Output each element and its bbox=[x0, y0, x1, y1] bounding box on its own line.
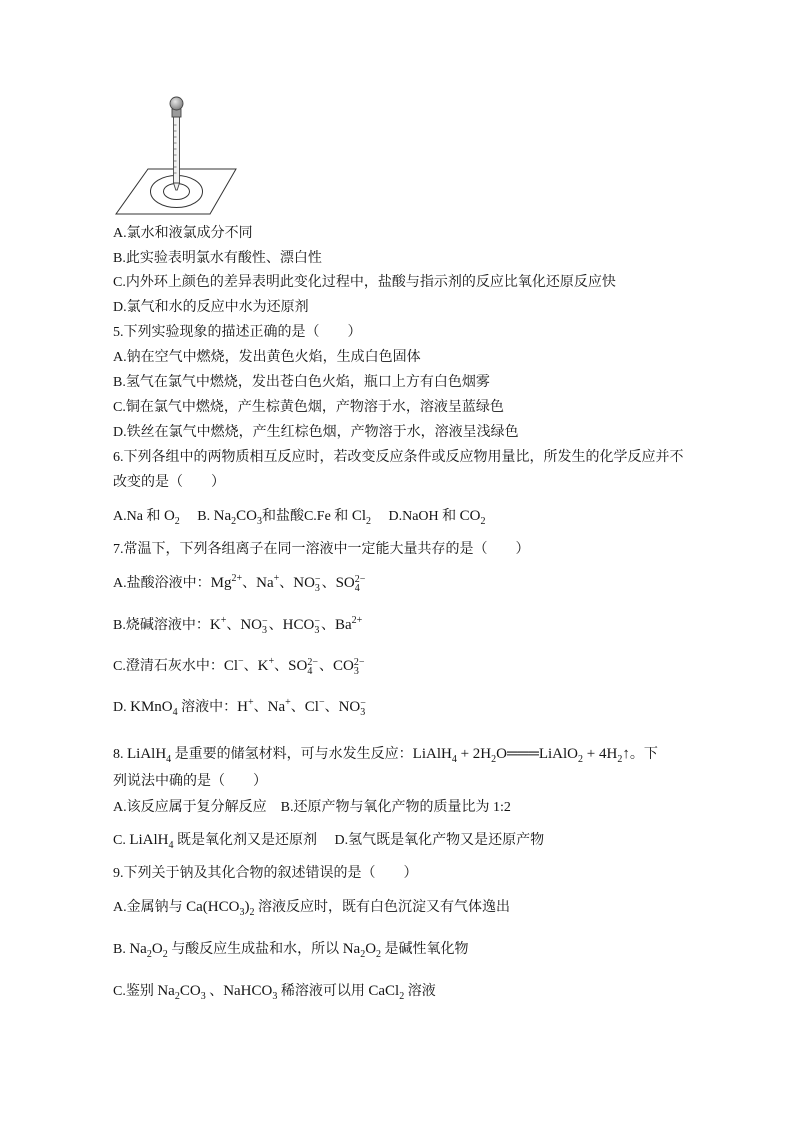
formula-text: CaCl bbox=[368, 983, 400, 999]
q6-stem-line-1 bbox=[113, 448, 684, 468]
subscript: 3 bbox=[239, 907, 245, 918]
formula-text: NO bbox=[240, 617, 262, 633]
subscript: 2 bbox=[578, 754, 584, 765]
text-run: 5.下列实验现象的描述正确的是（ ） bbox=[113, 325, 362, 340]
text-run: 。下 bbox=[629, 747, 658, 762]
text-run: 、 bbox=[321, 576, 336, 591]
text-run: 9.下列关于钠及其化合物的叙述错误的是（ ） bbox=[113, 866, 418, 881]
ion-charge-superscript: 2− bbox=[353, 657, 365, 668]
q9-stem bbox=[113, 864, 418, 884]
text-run: 、 bbox=[243, 659, 258, 674]
text-run: B. bbox=[179, 509, 214, 524]
superscript: + bbox=[273, 573, 280, 584]
formula-text: Cl bbox=[223, 658, 239, 674]
text-run: 稀溶液可以用 bbox=[277, 984, 369, 999]
q4-option-b bbox=[113, 249, 322, 269]
subscript: 2 bbox=[174, 516, 180, 527]
superscript: + bbox=[285, 697, 291, 708]
q6-options bbox=[113, 506, 486, 526]
superscript: − bbox=[318, 697, 325, 708]
text-run: 、 bbox=[290, 700, 305, 715]
formula-text: CO bbox=[179, 983, 201, 999]
q8-stem-line-2 bbox=[113, 772, 267, 792]
text-run: 、 bbox=[279, 576, 294, 591]
subscript: 3 bbox=[272, 991, 278, 1002]
text-run: 、 bbox=[324, 700, 339, 715]
subscript: 2 bbox=[480, 516, 486, 527]
text-run: B.此实验表明氯水有酸性、漂白性 bbox=[113, 251, 322, 266]
q8-options-c-d bbox=[113, 830, 544, 850]
subscript: 2 bbox=[376, 949, 382, 960]
formula-text: O bbox=[151, 941, 163, 957]
atom-count-subscript: 3 bbox=[314, 625, 320, 636]
formula-text: Ba bbox=[334, 617, 352, 633]
subscript: 2 bbox=[174, 991, 180, 1002]
superscript: 2+ bbox=[231, 573, 243, 584]
ion-subscript-charge-stack bbox=[314, 617, 320, 635]
subscript: 4 bbox=[451, 754, 457, 765]
text-run: D.铁丝在氯气中燃烧，产生红棕色烟，产物溶于水，溶液呈浅绿色 bbox=[113, 425, 519, 440]
subscript: 2 bbox=[491, 754, 497, 765]
atom-count-subscript: 3 bbox=[262, 625, 267, 636]
experiment-illustration bbox=[110, 95, 240, 220]
formula-text: K bbox=[257, 658, 269, 674]
q6-stem-line-2 bbox=[113, 473, 225, 493]
text-run: 、 bbox=[253, 700, 268, 715]
text-run: A.Na 和 bbox=[113, 509, 164, 524]
subscript: 2 bbox=[366, 516, 371, 527]
text-run: A.盐酸浴液中： bbox=[113, 576, 211, 591]
formula-text: NaHCO bbox=[223, 983, 273, 999]
formula-text: Na bbox=[267, 699, 286, 715]
formula-text: + 4H bbox=[583, 746, 618, 762]
atom-count-subscript: 4 bbox=[354, 583, 360, 594]
q7-option-a bbox=[113, 573, 366, 593]
formula-text: CO bbox=[332, 658, 354, 674]
formula-text: ↑ bbox=[622, 746, 630, 762]
formula-text: K bbox=[209, 617, 221, 633]
q8-options-a-b bbox=[113, 798, 511, 818]
ion-charge-superscript: 2− bbox=[354, 574, 366, 585]
formula-text: KMnO bbox=[130, 699, 173, 715]
formula-text: + 2H bbox=[456, 746, 492, 762]
subscript: 4 bbox=[166, 754, 172, 765]
q5-option-c bbox=[113, 398, 504, 418]
q4-option-d bbox=[113, 298, 309, 318]
q5-stem bbox=[113, 323, 362, 343]
atom-count-subscript: 3 bbox=[314, 583, 320, 594]
q5-option-d bbox=[113, 423, 519, 443]
formula-text: Na bbox=[342, 941, 361, 957]
superscript: + bbox=[247, 697, 254, 708]
formula-text: O═══LiAlO bbox=[496, 746, 579, 762]
text-run: D. bbox=[113, 700, 131, 715]
text-run: 既是氧化剂又是还原剂 D.氢气既是氧化产物又是还原产物 bbox=[173, 833, 545, 848]
text-run: 溶液 bbox=[404, 984, 436, 999]
text-run: 8. bbox=[113, 747, 127, 762]
dropper-bulb bbox=[170, 97, 183, 110]
subscript: 2 bbox=[249, 907, 255, 918]
text-run: C.澄清石灰水中： bbox=[113, 659, 224, 674]
ion-charge-superscript: 2− bbox=[307, 657, 318, 668]
text-run: C. bbox=[113, 833, 130, 848]
text-run: B.氢气在氯气中燃烧，发出苍白色火焰，瓶口上方有白色烟雾 bbox=[113, 375, 490, 390]
subscript: 4 bbox=[168, 840, 174, 851]
text-run: 溶液中： bbox=[177, 700, 238, 715]
text-run: A.该反应属于复分解反应 B.还原产物与氧化产物的质量比为 1:2 bbox=[113, 800, 511, 815]
subscript: 2 bbox=[399, 991, 405, 1002]
ion-charge-superscript: − bbox=[314, 616, 320, 627]
ion-charge-superscript: − bbox=[314, 574, 321, 585]
formula-text: O bbox=[163, 508, 175, 524]
text-run: C.铜在氯气中燃烧，产生棕黄色烟，产物溶于水，溶液呈蓝绿色 bbox=[113, 400, 504, 415]
formula-text: O bbox=[365, 941, 377, 957]
text-run: 、 bbox=[268, 618, 283, 633]
formula-text: Mg bbox=[210, 575, 232, 591]
superscript: 2+ bbox=[351, 615, 363, 626]
text-run: 、 bbox=[320, 618, 335, 633]
text-run: 7.常温下，下列各组离子在同一溶液中一定能大量共存的是（ ） bbox=[113, 542, 530, 557]
q5-option-a bbox=[113, 348, 421, 368]
formula-text: Na bbox=[213, 508, 232, 524]
ion-charge-superscript: − bbox=[360, 698, 366, 709]
ion-subscript-charge-stack bbox=[354, 658, 365, 676]
subscript: 2 bbox=[360, 949, 366, 960]
formula-text: LiAlH bbox=[412, 746, 452, 762]
text-run: A.氯水和液氯成分不同 bbox=[113, 226, 253, 241]
subscript: 3 bbox=[200, 991, 206, 1002]
subscript: 2 bbox=[617, 754, 623, 765]
text-run: C.内外环上颜色的差异表明此变化过程中，盐酸与指示剂的反应比氧化还原反应快 bbox=[113, 275, 616, 290]
formula-text: HCO bbox=[282, 617, 315, 633]
q7-option-b bbox=[113, 615, 362, 635]
text-run: 是重要的储氢材料，可与水发生反应： bbox=[171, 747, 413, 762]
text-run: 溶液反应时，既有白色沉淀又有气体逸出 bbox=[254, 900, 510, 915]
formula-text: Na bbox=[157, 983, 175, 999]
text-run: C.鉴别 bbox=[113, 984, 158, 999]
text-run: 、 bbox=[318, 659, 333, 674]
q7-option-c bbox=[113, 656, 365, 676]
q9-option-a bbox=[113, 897, 510, 917]
formula-text: NO bbox=[338, 699, 361, 715]
formula-text: SO bbox=[288, 658, 308, 674]
q8-stem-line-1 bbox=[113, 744, 658, 764]
ion-subscript-charge-stack bbox=[315, 575, 321, 593]
q5-option-b bbox=[113, 373, 490, 393]
text-run: 是碱性氧化物 bbox=[381, 942, 469, 957]
ion-subscript-charge-stack bbox=[355, 575, 366, 593]
ion-charge-superscript: − bbox=[262, 616, 268, 627]
formula-text: CO bbox=[236, 508, 257, 524]
subscript: 2 bbox=[162, 949, 168, 960]
text-run: A.钠在空气中燃烧，发出黄色火焰，生成白色固体 bbox=[113, 350, 421, 365]
dropper-on-test-paper-figure bbox=[110, 95, 240, 220]
subscript: 2 bbox=[146, 949, 152, 960]
text-run: B.烧碱溶液中： bbox=[113, 618, 210, 633]
text-run: D.氯气和水的反应中水为还原剂 bbox=[113, 300, 309, 315]
text-run: 改变的是（ ） bbox=[113, 475, 225, 490]
formula-text: Cl bbox=[304, 699, 319, 715]
q9-option-c bbox=[113, 981, 436, 1001]
ion-subscript-charge-stack bbox=[360, 699, 366, 717]
atom-count-subscript: 3 bbox=[360, 707, 366, 718]
text-run: B. bbox=[113, 942, 130, 957]
text-run: 、 bbox=[226, 618, 241, 633]
formula-text: NO bbox=[293, 575, 315, 591]
superscript: − bbox=[238, 656, 244, 667]
text-run: 、 bbox=[274, 659, 289, 674]
q7-stem bbox=[113, 540, 530, 560]
superscript: + bbox=[268, 656, 275, 667]
formula-text: Na bbox=[256, 575, 274, 591]
superscript: + bbox=[220, 615, 227, 626]
formula-text: Cl bbox=[351, 508, 366, 524]
text-run: A.金属钠与 bbox=[113, 900, 187, 915]
text-run: 、 bbox=[242, 576, 257, 591]
formula-text: ) bbox=[244, 899, 250, 915]
text-run: 和盐酸C.Fe 和 bbox=[261, 509, 352, 524]
q4-option-c bbox=[113, 273, 616, 293]
text-run: D.NaOH 和 bbox=[371, 509, 460, 524]
q4-option-a bbox=[113, 224, 253, 244]
subscript: 2 bbox=[231, 516, 237, 527]
formula-text: LiAlH bbox=[129, 832, 169, 848]
ion-subscript-charge-stack bbox=[307, 658, 318, 676]
atom-count-subscript: 4 bbox=[307, 666, 313, 677]
text-run: 6.下列各组中的两物质相互反应时，若改变反应条件或反应物用量比，所发生的化学反应并不 bbox=[113, 450, 684, 465]
ion-subscript-charge-stack bbox=[262, 617, 268, 635]
text-run: 列说法中确的是（ ） bbox=[113, 774, 267, 789]
subscript: 4 bbox=[172, 707, 178, 718]
formula-text: CO bbox=[459, 508, 481, 524]
text-run: 、 bbox=[205, 984, 224, 999]
q9-option-b bbox=[113, 939, 469, 959]
text-run: 与酸反应生成盐和水，所以 bbox=[167, 942, 343, 957]
formula-text: SO bbox=[335, 575, 355, 591]
formula-text: Na bbox=[129, 941, 147, 957]
atom-count-subscript: 3 bbox=[353, 666, 359, 677]
formula-text: Ca(HCO bbox=[186, 899, 240, 915]
formula-text: H bbox=[237, 699, 248, 715]
formula-text: LiAlH bbox=[127, 746, 167, 762]
subscript: 3 bbox=[256, 516, 262, 527]
q7-option-d bbox=[113, 697, 367, 717]
